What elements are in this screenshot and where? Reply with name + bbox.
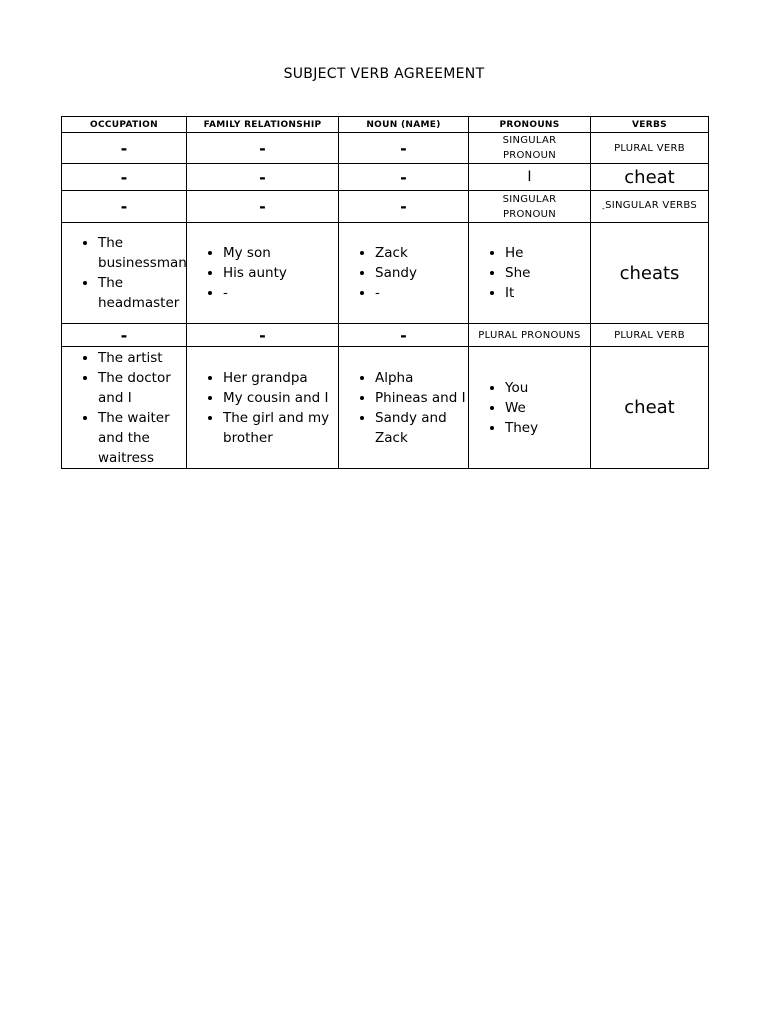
cell-family: - (187, 191, 339, 223)
list-item: • Zack (375, 243, 468, 263)
list-item: • Sandy and Zack (375, 408, 468, 448)
cell-verb: cheats (591, 223, 709, 324)
occupation-list (62, 348, 186, 468)
cell-family: - (187, 133, 339, 164)
cell-pronoun (469, 347, 591, 469)
cell-verb: cheat (591, 347, 709, 469)
list-item: • Alpha (375, 368, 468, 388)
occupation-list (62, 233, 186, 313)
list-item: • The waiter and the waitress (98, 408, 186, 468)
cell-noun (339, 223, 469, 324)
cell-verb (591, 191, 709, 223)
cell-pronoun: SINGULAR PRONOUN (469, 133, 591, 164)
header-row (62, 117, 709, 133)
table-row (62, 133, 709, 164)
cell-family: - (187, 164, 339, 191)
list-item: • The headmaster (98, 273, 186, 313)
cell-family (187, 347, 339, 469)
list-item: • Sandy (375, 263, 468, 283)
cell-noun: - (339, 324, 469, 347)
list-item: • My son (223, 243, 338, 263)
cell-verb: cheat (591, 164, 709, 191)
cell-occupation (62, 223, 187, 324)
cell-family: - (187, 324, 339, 347)
cell-noun: - (339, 133, 469, 164)
list-item: • We (505, 398, 590, 418)
table-row (62, 324, 709, 347)
table-row (62, 164, 709, 191)
pronoun-list (469, 243, 590, 303)
cell-family (187, 223, 339, 324)
list-item: • They (505, 418, 590, 438)
family-list (187, 243, 338, 303)
cell-verb: PLURAL VERB (591, 133, 709, 164)
table-row (62, 223, 709, 324)
document-title: SUBJECT VERB AGREEMENT (283, 66, 485, 82)
list-item: • Her grandpa (223, 368, 338, 388)
list-item: • The artist (98, 348, 186, 368)
list-item: • - (375, 283, 468, 303)
cell-pronoun: PLURAL PRONOUNS (469, 324, 591, 347)
cell-noun (339, 347, 469, 469)
verb-text: SINGULAR VERBS (605, 199, 698, 211)
cell-occupation: - (62, 133, 187, 164)
list-item: • My cousin and I (223, 388, 338, 408)
list-item: • He (505, 243, 590, 263)
header-occupation: OCCUPATION (62, 117, 187, 133)
list-item: • You (505, 378, 590, 398)
table-row (62, 191, 709, 223)
list-item: • - (223, 283, 338, 303)
cell-noun: - (339, 191, 469, 223)
agreement-table (61, 116, 709, 469)
header-family-relationship: FAMILY RELATIONSHIP (187, 117, 339, 133)
list-item: • His aunty (223, 263, 338, 283)
cell-noun: - (339, 164, 469, 191)
cell-occupation: - (62, 164, 187, 191)
header-verbs: VERBS (591, 117, 709, 133)
cell-pronoun (469, 223, 591, 324)
list-item: • She (505, 263, 590, 283)
list-item: • The girl and my brother (223, 408, 338, 448)
list-item: • It (505, 283, 590, 303)
cell-pronoun: SINGULAR PRONOUN (469, 191, 591, 223)
cell-verb: PLURAL VERB (591, 324, 709, 347)
list-item: • The doctor and I (98, 368, 186, 408)
list-item: • Phineas and I (375, 388, 468, 408)
noun-list (339, 368, 468, 448)
pronoun-list (469, 378, 590, 438)
table-row (62, 347, 709, 469)
cell-occupation: - (62, 324, 187, 347)
header-noun: NOUN (NAME) (339, 117, 469, 133)
cell-pronoun: I (469, 164, 591, 191)
cell-occupation (62, 347, 187, 469)
noun-list (339, 243, 468, 303)
verb-mark: - (601, 203, 606, 213)
family-list (187, 368, 338, 448)
cell-occupation: - (62, 191, 187, 223)
header-pronouns: PRONOUNS (469, 117, 591, 133)
list-item: • The businessman (98, 233, 186, 273)
